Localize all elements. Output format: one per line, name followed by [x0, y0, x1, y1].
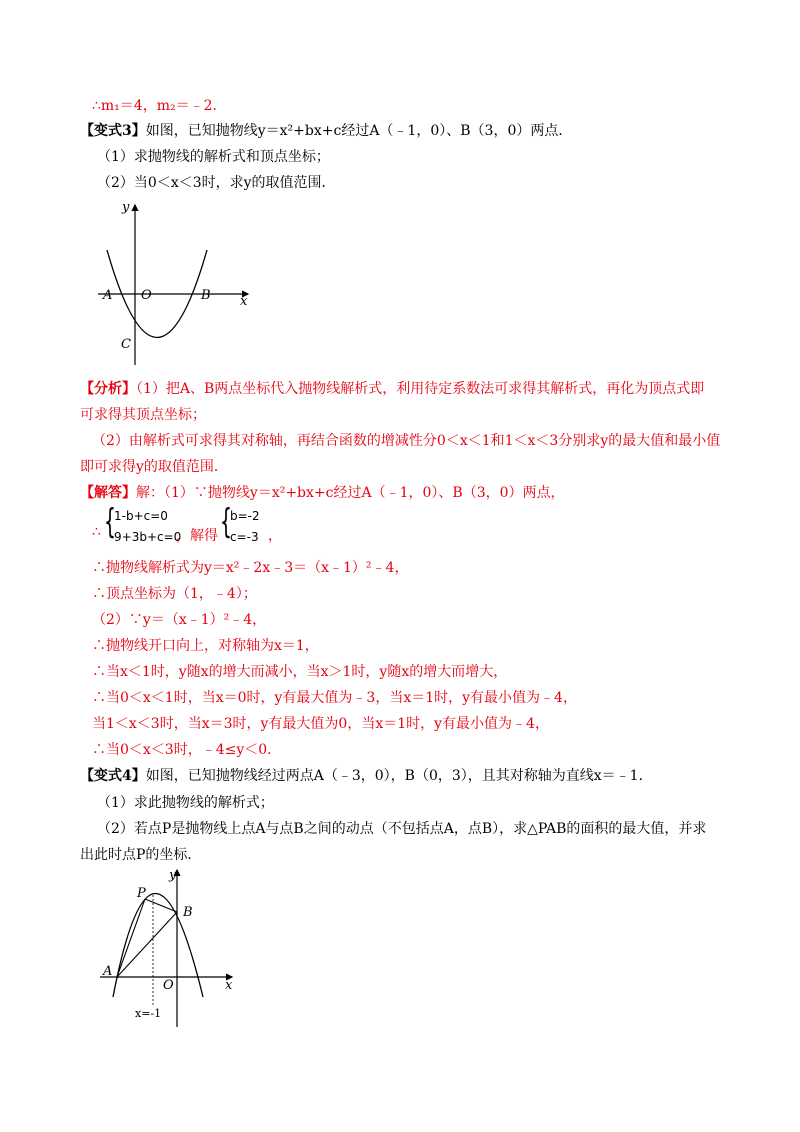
variant3-tag: 【变式3】 — [80, 123, 146, 139]
label-x: x — [225, 978, 233, 993]
variant4-heading — [80, 767, 653, 785]
right-brace: { — [220, 502, 232, 542]
label-C: C — [121, 337, 131, 352]
variant4-question-2a: （2）若点P是抛物线上点A与点B之间的动点（不包括点A，点B），求△PAB的面积的最大值，并求 — [97, 821, 707, 837]
analysis-line-2: 可求得其顶点坐标； — [80, 407, 206, 423]
label-y: y — [122, 200, 130, 215]
label-y: y — [169, 868, 177, 883]
segment-AP — [117, 899, 145, 977]
solution-line-1 — [80, 484, 565, 502]
variant4-question-1: （1）求此抛物线的解析式； — [97, 795, 274, 811]
variant3-question-2: （2）当0＜x＜3时，求y的取值范围． — [97, 175, 336, 191]
analysis-line-3: （2）由解析式可求得其对称轴，再结合函数的增减性分0＜x＜1和1＜x＜3分别求y的最大值和最小值 — [92, 433, 721, 449]
solution-line-2: ∴抛物线解析式为y＝x²﹣2x﹣3＝（x﹣1）²﹣4， — [92, 560, 409, 576]
variant4-question-2b: 出此时点P的坐标． — [80, 847, 202, 863]
solution-line-7: ∴当0＜x＜1时，当x＝0时，y有最大值为﹣3，当x＝1时，y有最小值为﹣4， — [92, 690, 577, 706]
equation-system — [92, 502, 322, 550]
solution-line-9: ∴当0＜x＜3时，﹣4≤y＜0． — [92, 742, 282, 758]
analysis-line-4: 即可求得y的取值范围． — [80, 459, 228, 475]
system-comma: ， — [268, 528, 282, 544]
therefore-symbol: ∴ — [92, 524, 101, 540]
analysis-line-1 — [80, 380, 704, 398]
variant4-tag: 【变式4】 — [80, 768, 146, 784]
label-P: P — [137, 886, 146, 901]
solution-line-6: ∴当x＜1时，y随x的增大而减小，当x＞1时，y随x的增大而增大， — [92, 664, 508, 680]
figure-parabola-1 — [90, 195, 260, 370]
label-O: O — [163, 978, 174, 993]
label-A: A — [103, 964, 113, 979]
solution-line-4: （2）∵y＝（x﹣1）²﹣4， — [92, 612, 267, 628]
solution-line-3: ∴顶点坐标为（1，﹣4）； — [92, 586, 257, 602]
segment-AB — [117, 912, 177, 977]
analysis-text-1: （1）把A、B两点坐标代入抛物线解析式，利用待定系数法可求得其解析式，再化为顶点式即 — [136, 381, 705, 397]
left-brace: { — [104, 502, 116, 542]
label-O: O — [141, 288, 152, 303]
label-symmetry-axis: x=-1 — [135, 1007, 162, 1020]
label-A: A — [103, 288, 113, 303]
label-B: B — [201, 288, 211, 303]
analysis-tag: 【分析】 — [80, 381, 136, 397]
segment-PB — [145, 899, 177, 912]
system-eq-1: 1-b+c=0 — [114, 509, 168, 523]
variant3-question-1: （1）求抛物线的解析式和顶点坐标； — [97, 149, 330, 165]
variant3-text: 如图，已知抛物线y＝x²+bx+c经过A（﹣1，0）、B（3，0）两点． — [145, 123, 573, 139]
line-m-values: ∴m₁＝4，m₂＝﹣2． — [92, 98, 227, 114]
solution-text-1: 解：（1）∵抛物线y＝x²+bx+c经过A（﹣1，0）、B（3，0）两点， — [136, 485, 565, 501]
label-B: B — [183, 905, 193, 920]
solve-text: ，解得 — [176, 528, 218, 544]
variant4-text: 如图，已知抛物线经过两点A（﹣3，0），B（0，3），且其对称轴为直线x＝﹣1． — [145, 768, 653, 784]
solution-line-5: ∴抛物线开口向上，对称轴为x＝1， — [92, 638, 319, 654]
solution-c: c=-3 — [230, 530, 259, 544]
solution-b: b=-2 — [230, 509, 260, 523]
system-eq-2: 9+3b+c=0 — [114, 530, 182, 544]
label-x: x — [240, 294, 248, 309]
solution-tag: 【解答】 — [80, 485, 136, 501]
variant3-heading — [80, 122, 572, 140]
solution-line-8: 当1＜x＜3时，当x＝3时，y有最大值为0，当x＝1时，y有最小值为﹣4， — [92, 716, 549, 732]
figure-parabola-2 — [95, 865, 245, 1035]
